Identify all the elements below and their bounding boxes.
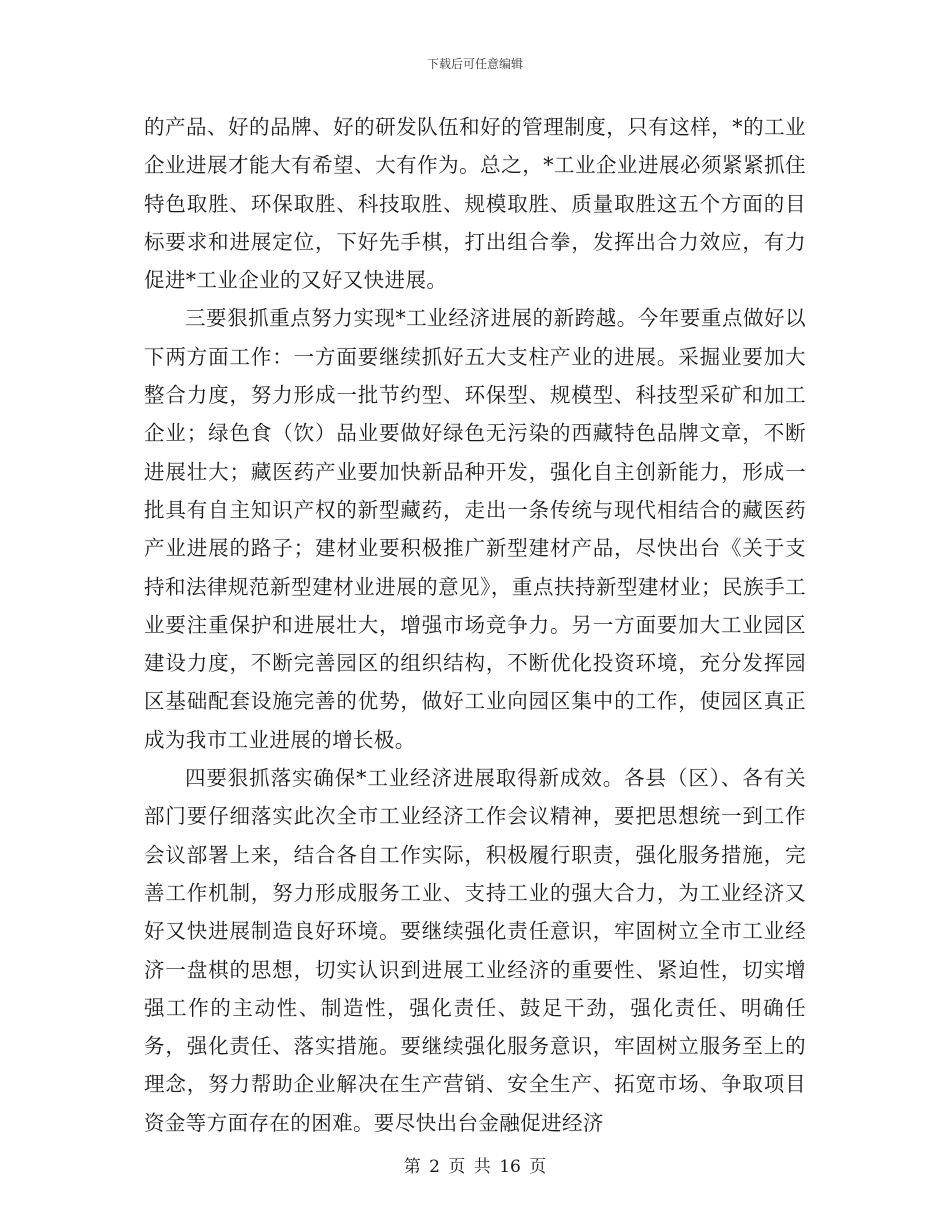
page-number-footer: 第 2 页 共 16 页 [403, 1157, 547, 1177]
paragraph-point-four: 四要狠抓落实确保*工业经济进展取得新成效。各县（区）、各有关部门要仔细落实此次全市工业经济工作会议精神，要把思想统一到工作会议部署上来，结合各自工作实际，积极履行职责，强化服务措施，完善工作机制，努力形成服务工业、支持工业的强大合力，为工业经济又好又快进展制造良好环境。要继续强化责任意识，牢固树立全市工业经济一盘棋的思想，切实认识到进展工业经济的重要性、紧迫性，切实增强工作的主动性、制造性，强化责任、鼓足干劲，强化责任、明确任务，强化责任、落实措施。要继续强化服务意识，牢固树立服务至上的理念，努力帮助企业解决在生产营销、安全生产、拓宽市场、争取项目资金等方面存在的困难。要尽快出台金融促进经济 [144, 766, 806, 1135]
document-body [144, 108, 806, 1142]
page-header: 下载后可任意编辑 [426, 57, 523, 71]
paragraph-continued: 的产品、好的品牌、好的研发队伍和好的管理制度，只有这样，*的工业企业进展才能大有希望、大有作为。总之，*工业企业进展必须紧紧抓住特色取胜、环保取胜、科技取胜、规模取胜、质量取胜这五个方面的目标要求和进展定位，下好先手棋，打出组合拳，发挥出合力效应，有力促进*工业企业的又好又快进展。 [144, 115, 806, 293]
paragraph-point-three: 三要狠抓重点努力实现*工业经济进展的新跨越。今年要重点做好以下两方面工作：一方面要继续抓好五大支柱产业的进展。采掘业要加大整合力度，努力形成一批节约型、环保型、规模型、科技型采矿和加工企业；绿色食（饮）品业要做好绿色无污染的西藏特色品牌文章，不断进展壮大；藏医药产业要加快新品种开发，强化自主创新能力，形成一批具有自主知识产权的新型藏药，走出一条传统与现代相结合的藏医药产业进展的路子；建材业要积极推广新型建材产品，尽快出台《关于支持和法律规范新型建材业进展的意见》，重点扶持新型建材业；民族手工业要注重保护和进展壮大，增强市场竞争力。另一方面要加大工业园区建设力度，不断完善园区的组织结构，不断优化投资环境，充分发挥园区基础配套设施完善的优势，做好工业向园区集中的工作，使园区真正成为我市工业进展的增长极。 [144, 306, 806, 752]
